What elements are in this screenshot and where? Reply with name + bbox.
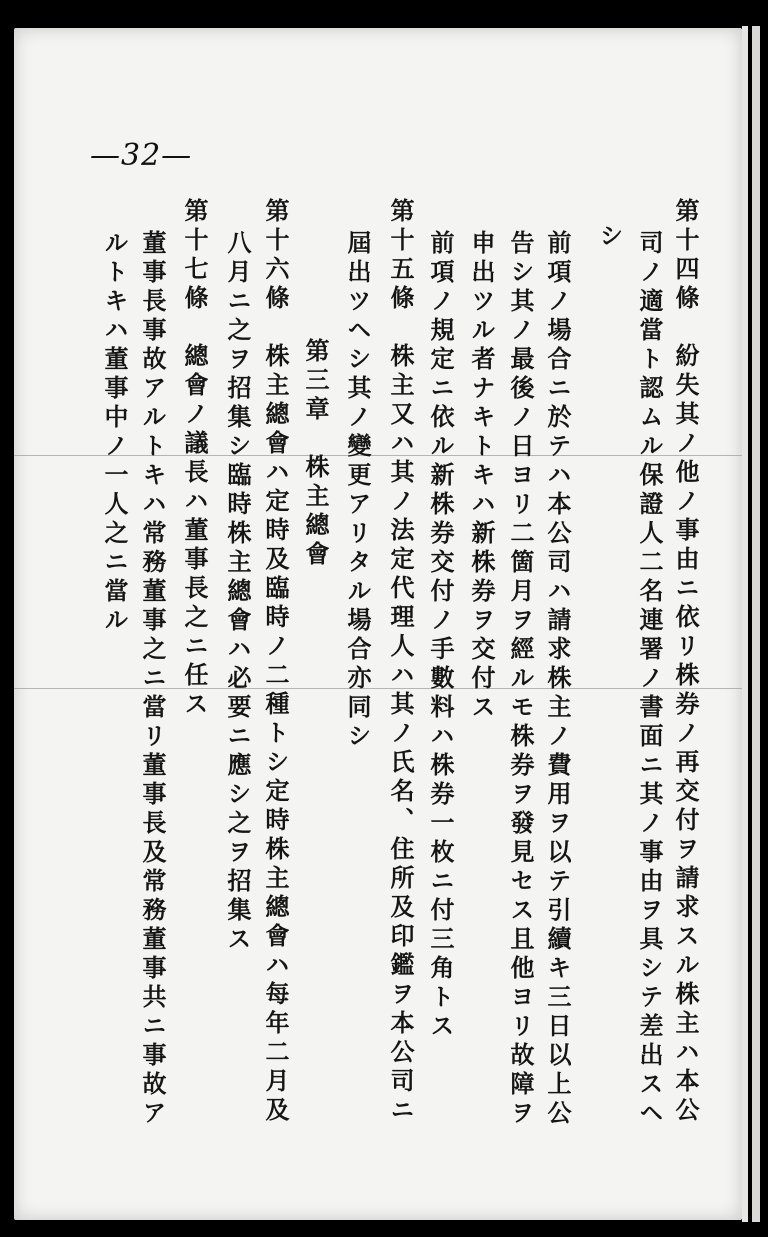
text-column: 董事長事故アルトキハ常務董事之ニ當リ董事長及常務董事共ニ事故ア (138, 230, 167, 1129)
text-column: 第十四條 紛失其ノ他ノ事由ニ依リ株券ノ再交付ヲ請求スル株主ハ本公 (671, 198, 700, 1126)
text-column: 八月ニ之ヲ招集シ臨時株主總會ハ必要ニ應シ之ヲ招集ス (223, 230, 252, 955)
text-column: 前項ノ規定ニ依ル新株券交付ノ手數料ハ株券一枚ニ付三角トス (426, 230, 455, 1042)
text-column: 司ノ適當ト認ムル保證人二名連署ノ書面ニ其ノ事由ヲ具シテ差出スヘ (635, 230, 664, 1129)
text-column: 第十七條 總會ノ議長ハ董事長之ニ任ス (180, 198, 209, 720)
text-column: 第十六條 株主總會ハ定時及臨時ノ二種トシ定時株主總會ハ每年二月及 (261, 198, 290, 1126)
text-column: シ (595, 223, 624, 252)
chapter-heading: 第三章 株主總會 (301, 338, 330, 570)
page-edge-strip (752, 26, 760, 1222)
text-column: 申出ツル者ナキトキハ新株券ヲ交付ス (467, 230, 496, 723)
text-column: 第十五條 株主又ハ其ノ法定代理人ハ其ノ氏名、住所及印鑑ヲ本公司ニ (386, 198, 415, 1126)
page-edge (742, 26, 748, 1222)
text-column: 前項ノ場合ニ於テハ本公司ハ請求株主ノ費用ヲ以テ引續キ三日以上公 (543, 230, 572, 1129)
text-column: ルトキハ董事中ノ一人之ニ當ル (100, 230, 129, 636)
text-column: 告シ其ノ最後ノ日ヨリ二箇月ヲ經ルモ株券ヲ發見セス且他ヨリ故障ヲ (506, 230, 535, 1129)
page-number: —32— (90, 138, 193, 173)
fold-line (14, 688, 742, 689)
text-column: 屆出ツヘシ其ノ變更アリタル場合亦同シ (343, 230, 372, 752)
